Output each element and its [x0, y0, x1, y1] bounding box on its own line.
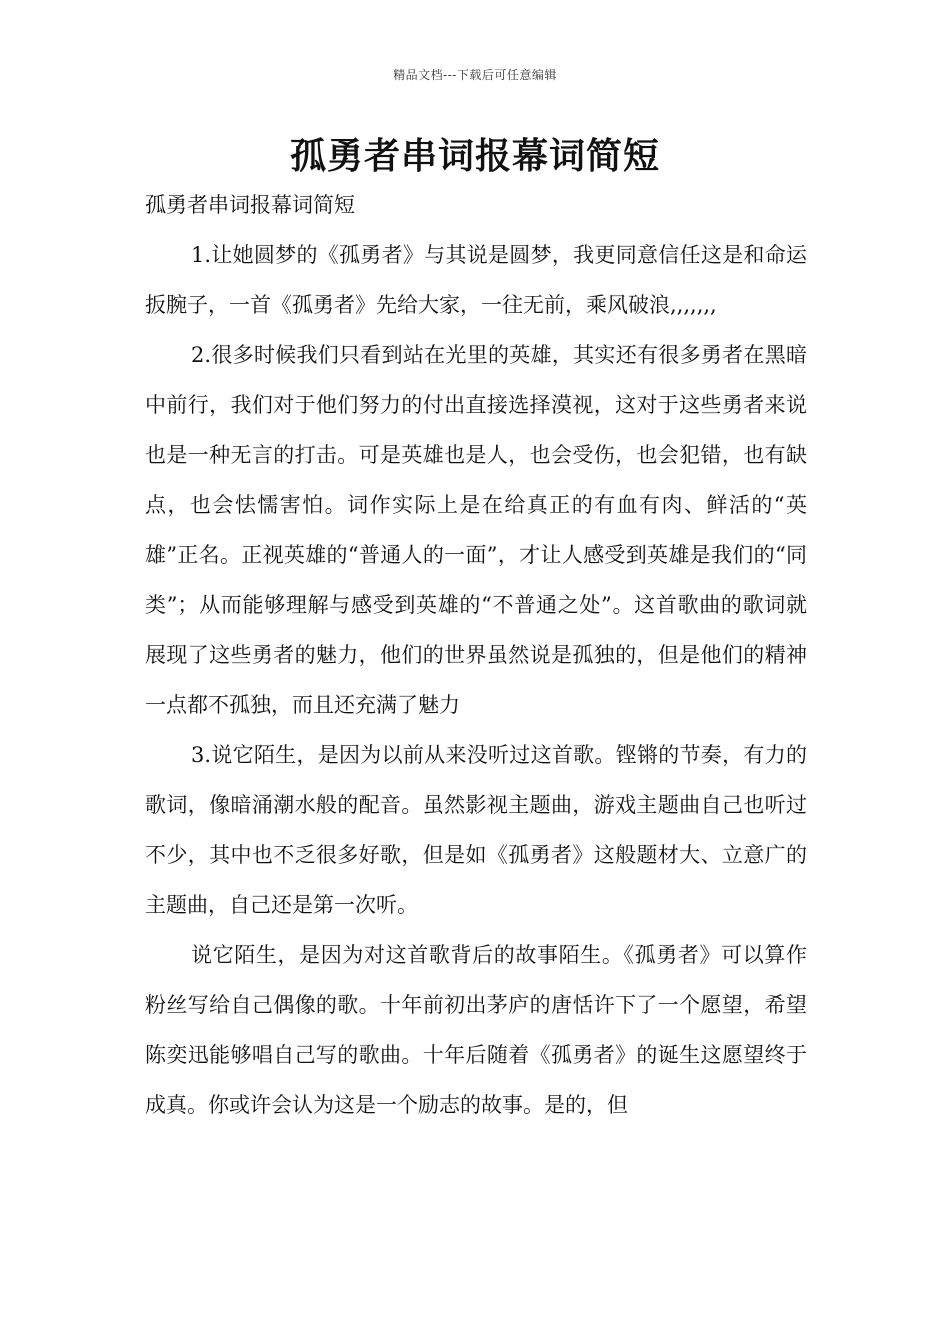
paragraph-3: 3.说它陌生，是因为以前从来没听过这首歌。铿锵的节奏，有力的歌词，像暗涌潮水般的配音。虽然影视主题曲，游戏主题曲自己也听过不少，其中也不乏很多好歌，但是如《孤勇者》这般题材大、立意广的主题曲，自己还是第一次听。 — [145, 743, 807, 917]
document-title: 孤勇者串词报幕词简短 — [289, 136, 660, 177]
paragraph-2: 2.很多时候我们只看到站在光里的英雄，其实还有很多勇者在黑暗中前行，我们对于他们努力的付出直接选择漠视，这对于这些勇者来说也是一种无言的打击。可是英雄也是人，也会受伤，也会犯错，也有缺点，也会怯懦害怕。词作实际上是在给真正的有血有肉、鲜活的“英雄”正名。正视英雄的“普通人的一面”，才让人感受到英雄是我们的“同类”；从而能够理解与感受到英雄的“不普通之处”。这首歌曲的歌词就展现了这些勇者的魅力，他们的世界虽然说是孤独的，但是他们的精神一点都不孤独，而且还充满了魅力 — [145, 343, 807, 717]
paragraph-1: 1.让她圆梦的《孤勇者》与其说是圆梦，我更同意信任这是和命运扳腕子，一首《孤勇者》先给大家，一往无前，乘风破浪,,,,,,, — [145, 243, 807, 317]
document-body — [145, 180, 807, 1130]
document-subtitle: 孤勇者串词报幕词简短 — [145, 193, 355, 217]
header-note: 精品文档---下载后可任意编辑 — [393, 68, 557, 82]
paragraph-4: 说它陌生，是因为对这首歌背后的故事陌生。《孤勇者》可以算作粉丝写给自己偶像的歌。十年前初出茅庐的唐恬许下了一个愿望，希望陈奕迅能够唱自己写的歌曲。十年后随着《孤勇者》的诞生这愿望终于成真。你或许会认为这是一个励志的故事。是的，但 — [145, 943, 807, 1117]
